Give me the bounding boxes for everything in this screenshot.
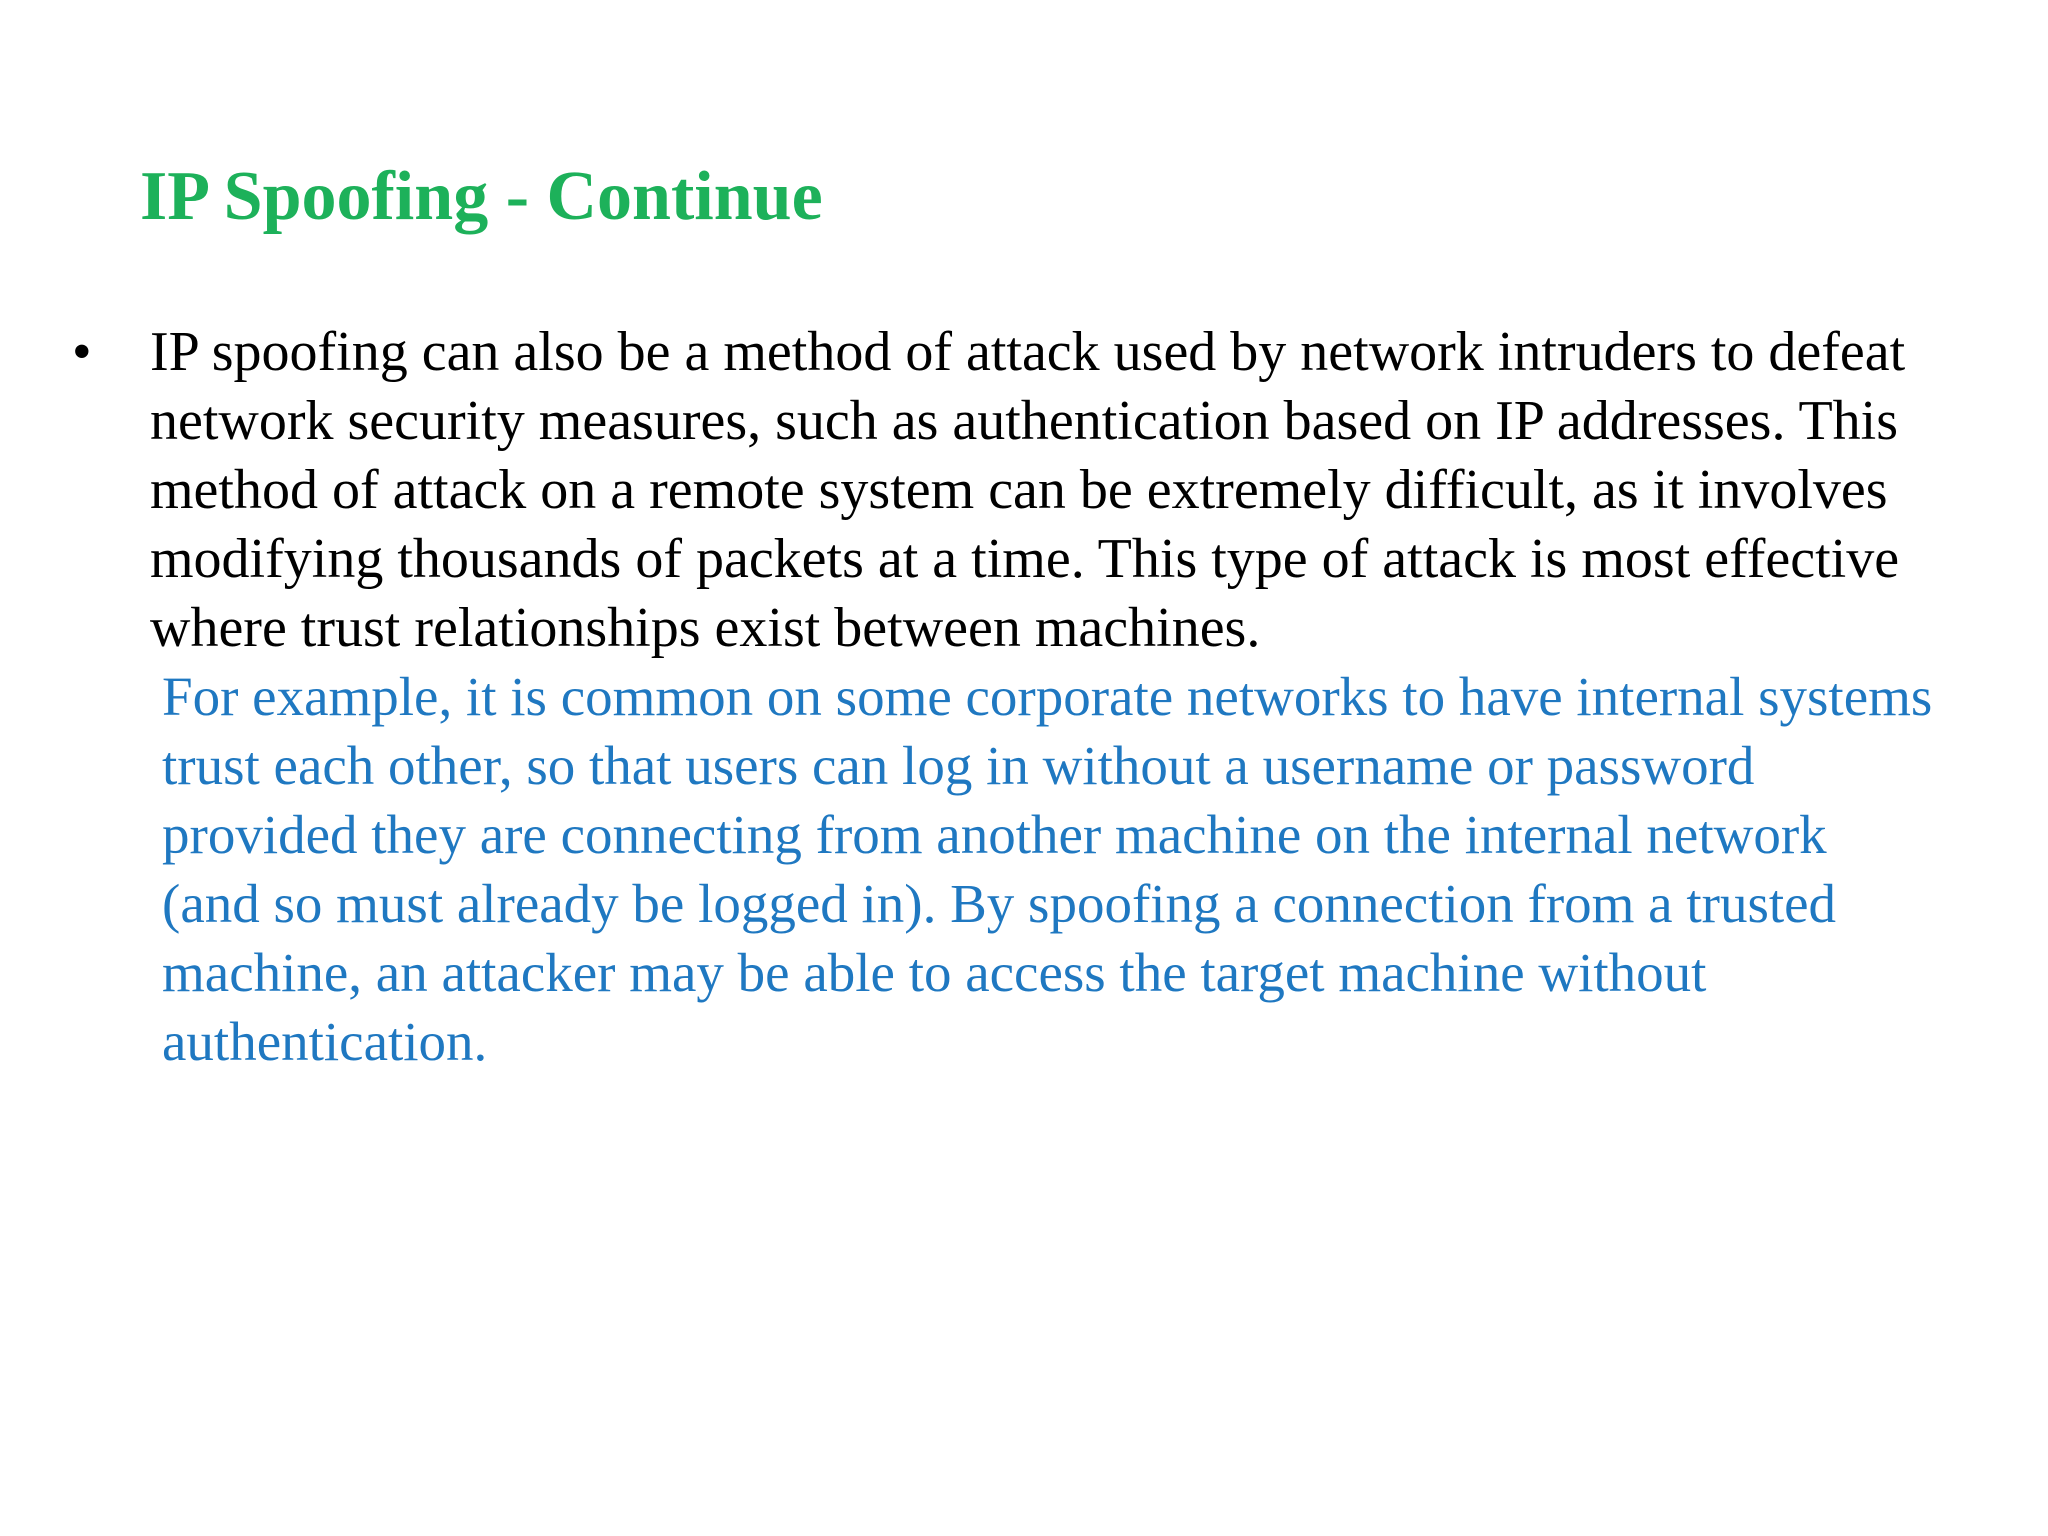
example-line: machine, an attacker may be able to access the target machine without [162, 942, 1707, 1003]
example-line: For example, it is common on some corporate networks to have internal systems [162, 666, 1933, 727]
bullet-line: network security measures, such as authentication based on IP addresses. This [150, 390, 1899, 452]
example-line: authentication. [162, 1011, 488, 1072]
bullet-dot: • [72, 321, 92, 383]
example-line: (and so must already be logged in). By spoofing a connection from a trusted [162, 873, 1837, 934]
bullet-line: method of attack on a remote system can be extremely difficult, as it involves [150, 459, 1888, 521]
example-line: trust each other, so that users can log in without a username or password [162, 735, 1755, 796]
bullet-line: IP spoofing can also be a method of attack used by network intruders to defeat [150, 321, 1906, 383]
bullet-paragraph [150, 318, 2000, 663]
bullet-line: where trust relationships exist between machines. [150, 597, 1261, 659]
example-paragraph [162, 662, 2022, 1076]
example-line: provided they are connecting from another machine on the internal network [162, 804, 1827, 865]
slide-title: IP Spoofing - Continue [140, 158, 823, 235]
bullet-line: modifying thousands of packets at a time. This type of attack is most effective [150, 528, 1900, 590]
